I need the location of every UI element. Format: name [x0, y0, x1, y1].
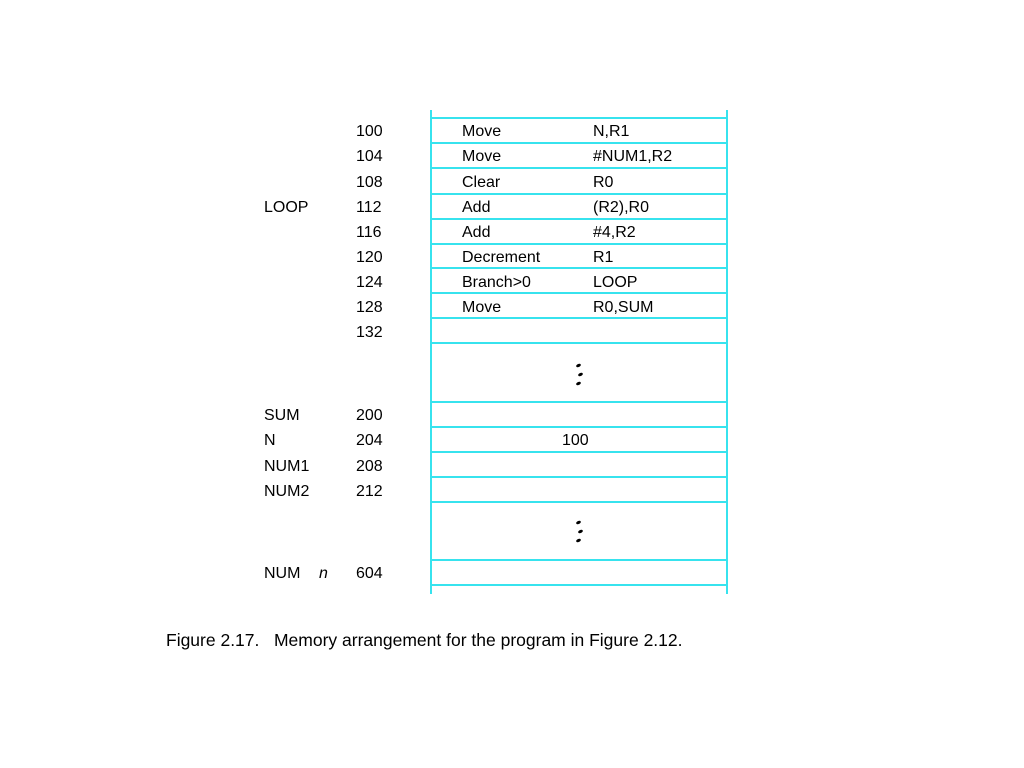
instruction-operand: #4,R2 — [593, 224, 636, 241]
figure-caption: Figure 2.17. Memory arrangement for the program in Figure 2.12. — [166, 630, 683, 650]
memory-address: 604 — [356, 565, 383, 582]
memory-address: 112 — [356, 199, 382, 216]
memory-cell-divider — [431, 451, 728, 453]
instruction-opcode: Move — [462, 123, 502, 140]
memory-left-border — [430, 110, 432, 594]
memory-cell-divider — [431, 501, 728, 503]
memory-label: SUM — [264, 407, 300, 424]
instruction-operand: LOOP — [593, 274, 638, 291]
memory-cell-divider — [431, 317, 728, 319]
memory-cell-divider — [431, 476, 728, 478]
memory-label: NUM — [264, 565, 301, 582]
ellipsis-dots-lower — [572, 519, 586, 549]
instruction-opcode: Branch>0 — [462, 274, 531, 291]
memory-right-border — [726, 110, 728, 594]
memory-cell-divider — [431, 267, 728, 269]
memory-cell-divider — [431, 117, 728, 119]
memory-label: N — [264, 432, 276, 449]
memory-cell-divider — [431, 401, 728, 403]
memory-address: 100 — [356, 123, 383, 140]
instruction-operand: (R2),R0 — [593, 199, 650, 216]
memory-address: 124 — [356, 274, 383, 291]
memory-address: 200 — [356, 407, 383, 424]
memory-value: 100 — [562, 432, 589, 449]
memory-cell-divider — [431, 243, 728, 245]
memory-cell-divider — [431, 342, 728, 344]
memory-cell-divider — [431, 292, 728, 294]
memory-label: NUM1 — [264, 458, 310, 475]
instruction-opcode: Decrement — [462, 249, 541, 266]
memory-address: 116 — [356, 224, 382, 241]
memory-cell-divider — [431, 167, 728, 169]
instruction-opcode: Clear — [462, 174, 501, 191]
instruction-operand: R0,SUM — [593, 299, 654, 316]
memory-address: 204 — [356, 432, 383, 449]
instruction-operand: R1 — [593, 249, 614, 266]
memory-label: LOOP — [264, 199, 309, 216]
memory-cell-divider — [431, 559, 728, 561]
instruction-opcode: Add — [462, 199, 491, 216]
instruction-opcode: Move — [462, 148, 502, 165]
memory-cell-divider — [431, 142, 728, 144]
ellipsis-dots-upper — [572, 362, 586, 392]
memory-cell-divider — [431, 218, 728, 220]
memory-cell-divider — [431, 584, 728, 586]
instruction-opcode: Add — [462, 224, 491, 241]
memory-address: 212 — [356, 483, 383, 500]
memory-address: 128 — [356, 299, 383, 316]
memory-address: 132 — [356, 324, 383, 341]
memory-address: 208 — [356, 458, 383, 475]
memory-cell-divider — [431, 426, 728, 428]
instruction-opcode: Move — [462, 299, 502, 316]
memory-label: NUM2 — [264, 483, 310, 500]
instruction-operand: R0 — [593, 174, 614, 191]
memory-address: 108 — [356, 174, 383, 191]
memory-label-subscript: n — [319, 565, 328, 582]
memory-address: 120 — [356, 249, 383, 266]
memory-address: 104 — [356, 148, 383, 165]
instruction-operand: N,R1 — [593, 123, 630, 140]
memory-cell-divider — [431, 193, 728, 195]
instruction-operand: #NUM1,R2 — [593, 148, 673, 165]
